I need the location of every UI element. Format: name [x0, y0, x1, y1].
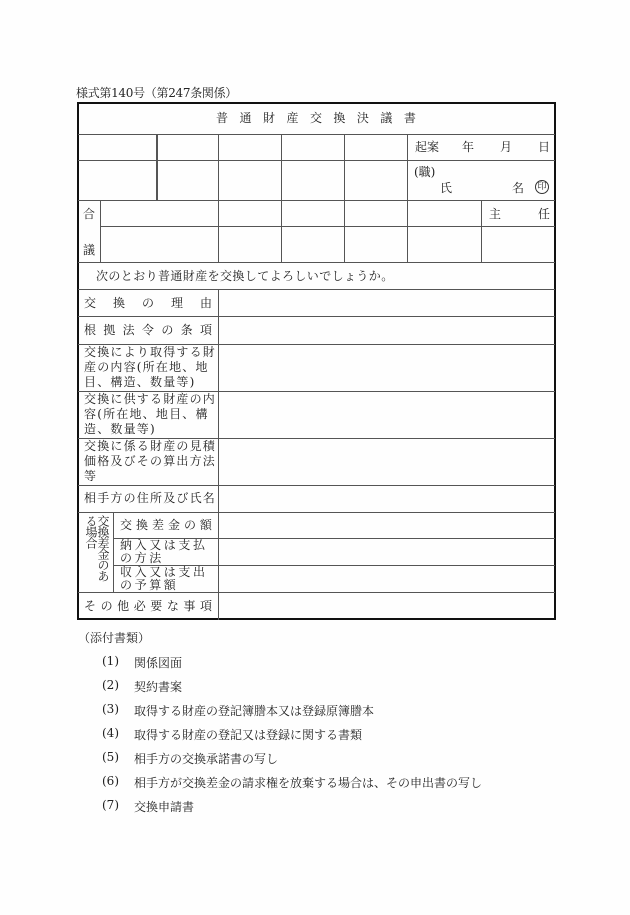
title-char: 決	[356, 111, 369, 125]
acquired-property-field[interactable]	[220, 345, 554, 391]
counterparty-field[interactable]	[220, 486, 554, 512]
label-char: の	[141, 296, 154, 310]
label-char: 令	[141, 323, 154, 337]
exchange-difference-group-label: 交換差金のある場合	[84, 515, 110, 581]
draft-month-label: 月	[500, 140, 513, 154]
label-char: 項	[199, 323, 212, 337]
label-char: の	[100, 599, 113, 613]
chief-label-2: 任	[538, 207, 551, 221]
attachment-number: (2)	[102, 678, 119, 692]
offered-property-field[interactable]	[220, 392, 554, 438]
label-char: 法	[122, 323, 135, 337]
consultation-label-1: 合	[83, 207, 96, 221]
counterparty-label: 相手方の住所及び氏名	[84, 491, 217, 505]
position-label: (職)	[414, 165, 436, 179]
title-char: 交	[309, 111, 322, 125]
label-char: 項	[199, 599, 212, 613]
attachment-number: (5)	[102, 750, 119, 764]
reason-field[interactable]	[220, 290, 554, 316]
consultation-label-2: 議	[83, 243, 96, 257]
attachment-label: 交換申請書	[134, 800, 195, 814]
title-char: 通	[239, 111, 252, 125]
offered-property-label: 交換に供する財産の内容(所在地、地目、構造、数量等)	[84, 392, 217, 436]
attachment-number: (7)	[102, 798, 119, 812]
label-char: 理	[170, 296, 183, 310]
row-divider	[78, 262, 555, 263]
budget-amount-field[interactable]	[220, 566, 554, 592]
label-char: 必	[133, 599, 146, 613]
title-char: 書	[403, 111, 416, 125]
label-char: 由	[199, 296, 212, 310]
title-char: 産	[286, 111, 299, 125]
approval-cell[interactable]	[219, 135, 281, 160]
attachment-number: (4)	[102, 726, 119, 740]
label-char: 要	[150, 599, 163, 613]
row-divider	[78, 200, 555, 201]
other-matters-label	[84, 600, 212, 612]
draft-label: 起案	[415, 140, 440, 154]
label-char: 条	[180, 323, 193, 337]
attachment-label: 取得する財産の登記簿謄本又は登録原簿謄本	[134, 704, 375, 718]
attachment-number: (6)	[102, 774, 119, 788]
col-divider	[218, 289, 219, 620]
form-number-caption: 様式第140号（第247条関係）	[76, 86, 238, 100]
approval-cell[interactable]	[158, 135, 218, 160]
col-divider	[113, 512, 114, 592]
label-char: の	[183, 518, 196, 532]
label-char: 交	[120, 518, 133, 532]
label-char: 他	[117, 599, 130, 613]
attachment-number: (3)	[102, 702, 119, 716]
col-divider	[407, 134, 408, 262]
attachment-label: 関係図面	[134, 656, 183, 670]
label-char: 換	[112, 296, 125, 310]
budget-amount-label: 収入又は支出の予算額	[120, 565, 208, 592]
attachment-number: (1)	[102, 654, 119, 668]
legal-basis-field[interactable]	[220, 317, 554, 344]
label-char: そ	[84, 599, 97, 613]
chief-label-1: 主	[489, 207, 502, 221]
label-char: 事	[183, 599, 196, 613]
title-char: 換	[333, 111, 346, 125]
estimated-price-field[interactable]	[220, 439, 554, 485]
attachment-label: 相手方の交換承諾書の写し	[134, 752, 279, 766]
estimated-price-label: 交換に係る財産の見積価格及びその算出方法等	[84, 439, 217, 483]
col-divider	[100, 200, 101, 262]
label-char: 額	[199, 518, 212, 532]
difference-amount-label	[120, 519, 212, 531]
seal-icon: 印	[535, 180, 549, 194]
reason-label	[84, 297, 212, 309]
label-char: 換	[135, 518, 148, 532]
title-char: 普	[216, 111, 229, 125]
draft-day-label: 日	[538, 140, 551, 154]
name-label-2: 名	[512, 181, 525, 195]
request-statement: 次のとおり普通財産を交換してよろしいでしょうか。	[96, 269, 394, 283]
row-divider	[78, 160, 555, 161]
label-char: の	[161, 323, 174, 337]
attachments-title: （添付書類）	[78, 631, 151, 645]
attachment-label: 契約書案	[134, 680, 183, 694]
col-divider	[481, 200, 482, 262]
approval-cell[interactable]	[345, 135, 407, 160]
form-title	[216, 112, 416, 124]
label-char: な	[166, 599, 179, 613]
approval-cell[interactable]	[79, 135, 156, 160]
title-char: 財	[262, 111, 275, 125]
row-divider	[100, 226, 555, 227]
draft-year-label: 年	[462, 140, 475, 154]
label-char: 差	[151, 518, 164, 532]
name-label-1: 氏	[440, 181, 453, 195]
label-char: 金	[167, 518, 180, 532]
attachment-label: 取得する財産の登記又は登録に関する書類	[134, 728, 363, 742]
difference-amount-field[interactable]	[220, 513, 554, 538]
legal-basis-label	[84, 324, 212, 336]
payment-method-label: 納入又は支払の方法	[120, 538, 208, 565]
title-char: 議	[380, 111, 393, 125]
acquired-property-label: 交換により取得する財産の内容(所在地、地目、構造、数量等)	[84, 345, 217, 389]
label-char: 交	[84, 296, 97, 310]
payment-method-field[interactable]	[220, 539, 554, 565]
other-matters-field[interactable]	[220, 593, 554, 618]
approval-cell[interactable]	[282, 135, 344, 160]
label-char: 拠	[103, 323, 116, 337]
label-char: 根	[84, 323, 97, 337]
attachment-label: 相手方が交換差金の請求権を放棄する場合は、その申出書の写し	[134, 776, 483, 790]
